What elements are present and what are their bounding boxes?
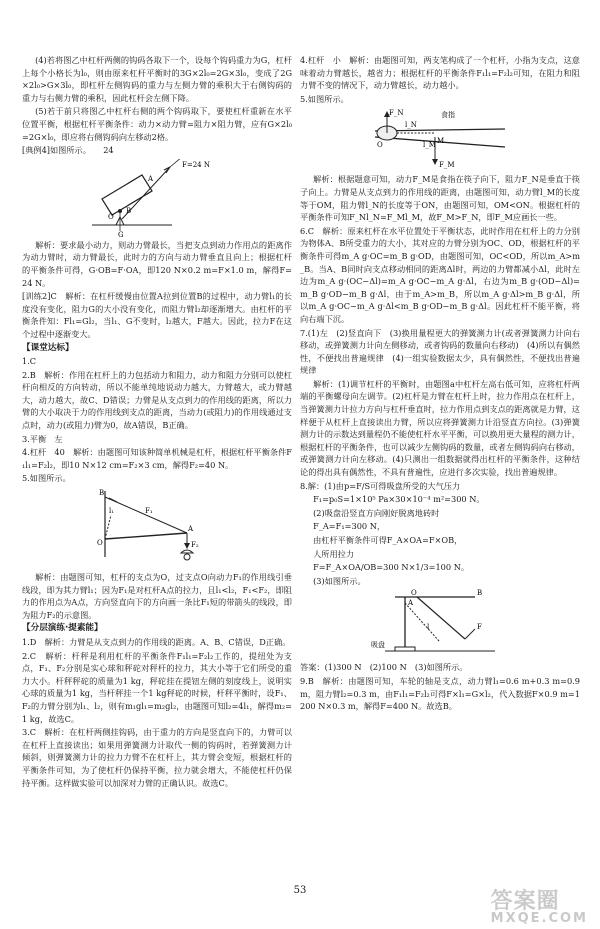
answer-item: 7.(1)左 (2)竖直向下 (3)换用量程更大的弹簧测力计(或者弹簧测力计向右移动，或弹簧测力计向左侧移动，或者钩码的数量向右移动) (4)所以有偶然性，不便找出普遍规律 (4)一组实验数据太少，具有偶然性，不便找出普遍规律 xyxy=(300,327,580,376)
svg-text:F_M: F_M xyxy=(439,161,455,170)
svg-text:A: A xyxy=(408,599,414,608)
answer-item: 5.如图所示。 xyxy=(22,473,71,484)
svg-text:l_M: l_M xyxy=(423,141,436,150)
formula-line: (2)吸盘沿竖直方向刚好脱离地砖时 xyxy=(313,507,440,518)
svg-text:A: A xyxy=(188,525,194,534)
answer-paragraph: (5)若于前只将图乙中杠杆右侧的两个钩码取下，要使杠杆重新在水平位置平衡，根据杠杆平衡条件：动力×动力臂=阻力×阻力臂，应有G×2l₀=2G×l₀，即应将右侧钩码向左移动2格。 xyxy=(22,106,292,142)
svg-text:F₂: F₂ xyxy=(191,541,199,550)
formula-line: 由杠杆平衡条件可得F_A×OA=F×OB， xyxy=(313,535,463,545)
svg-text:l: l xyxy=(427,623,430,632)
answer-line: 答案：(1)300 N (2)100 N (3)如图所示。 xyxy=(300,662,468,673)
svg-text:l_N: l_N xyxy=(405,121,417,130)
answer-item: 6.C 解析：原来杠杆在水平位置处于平衡状态，此时作用在杠杆上的力分别为物体A、B所受重力的大小，其对应的力臂分别为OC、OD，根据杠杆的平衡条件可得m_A g·OC=m_B g·OD，由题图可知，OC<OD，所以m_A>m_B。当A、B同时向支点移动相同的距离Δl时，两边的力臂都减小Δl，此时左边为m_A g·(OC−Δl)=m_A g·OC−m_A g·Δl，右边为m_B g·(OD−Δl)=m_B g·OD−m_B g·Δl，由于m_A>m_B，所以m_A g·Δl>m_B g·Δl，所以m_A g·OC−m_A g·Δl<m_B g·OD−m_B g·Δl。因此杠杆不能平衡，将向右端下沉。 xyxy=(300,225,580,324)
lamp-lever-figure xyxy=(87,487,227,569)
formula-line: F_A=F₁=300 N， xyxy=(313,521,386,532)
answer-paragraph: 解析：根据题意可知，动力F_M是食指在筷子向下，阻力F_N是垂直于筷子向上。力臂是从支点到力的作用线的距离，由题图可知，动力臂l_M的长度等于OM，阻力臂l_N的长度等于ON，由题图可知，OM<ON。根据杠杆的平衡条件可知F_Nl_N=F_Ml_M，故F_M>F_N，即F_M应画长一些。 xyxy=(300,174,580,223)
answer-paragraph: 解析：要求最小动力，则动力臂最长，当把支点到动力作用点的距离作为动力臂时，动力臂最长，此时力的方向与动力臂垂直且向上；根据杠杆的平衡条件可得，G·OB=F·OA，即120 N×0.2 m=F×1.0 m，解得F=24 N。 xyxy=(22,239,292,288)
left-column xyxy=(22,54,292,790)
answer-item: 2.C 解析：杆秤是利用杠杆的平衡条件F₁l₁=F₂l₂工作的，提纽处为支点，F₁、F₂分别是实心球和秤砣对秤杆的拉力，其大小等于它们所受的重力大小。杆秤秤砣的质量为1 kg，秤砣挂在提钮左侧的刻度线上，说明实心球的质量为1 kg，当杆秤挂一个1 kg秤砣的时候，杆秤平衡时，设F₁、F₂的力臂分别为l₁、l₂，则有m₁gl₁=m₂gl₂，由题图可知l₂=4l₁，解得m₂=1 kg，故选C。 xyxy=(22,650,292,724)
answer-paragraph: (4)若将图乙中杠杆两侧的钩码各取下一个，设每个钩码重力为G，杠杆上每个小格长为l₀，则由原来杠杆平衡时的3G×2l₀=2G×3l₀，变成了2G×2l₀>G×3l₀，即杠杆左侧钩码的重力与左侧力臂的乘积大于右侧钩码的重力与右侧力臂的乘积，因此杠杆会左侧下降。 xyxy=(22,55,292,103)
svg-text:食指: 食指 xyxy=(441,111,455,120)
svg-text:M: M xyxy=(437,137,445,146)
answer-item: 4.杠杆 小 解析：由题图可知，两支笔构成了一个杠杆，小指为支点，这意味着动力臂越长，越省力；根据杠杆的平衡条件F₁l₁=F₂l₂可知，在阻力和阻力臂不变的情况下，动力臂越长，动力越小。 xyxy=(300,55,580,91)
formula-line: (3)如图所示。 xyxy=(313,575,366,586)
svg-text:O: O xyxy=(108,212,114,221)
answer-item: 8.解：(1)由p=F/S可得吸盘所受的大气压力 xyxy=(300,480,461,491)
answer-item: 3.平衡 左 xyxy=(22,433,63,444)
answer-item: 1.C xyxy=(22,356,37,367)
answer-item: 2.B 解析：作用在杠杆上的力包括动力和阻力，动力和阻力分别可以使杠杆向相反的方向转动，所以不能单纯地说动力越大，力臂越大，或力臂越大，动力越大，故C、D错误；力臂是从支点到力的作用线的距离，所以力臂的大小取决于力的作用线到支点的距离，当动力(或阻力)的作用线通过支点时，动力(或阻力)臂为0，故A错误，B正确。 xyxy=(22,369,292,431)
force-label: F=24 N xyxy=(182,160,210,169)
section-heading: 【分层演练·提素能】 xyxy=(22,623,103,634)
svg-text:l₁: l₁ xyxy=(109,507,115,516)
formula-line: F₁=p₀S=1×10⁵ Pa×30×10⁻⁴ m²=300 N。 xyxy=(313,494,485,505)
svg-text:F_N: F_N xyxy=(389,109,404,118)
suction-cup-figure xyxy=(365,589,515,659)
svg-text:B: B xyxy=(126,206,132,215)
formula-line: F=F_A×OA/OB=300 N×1/3=100 N。 xyxy=(313,562,470,573)
example-4-label: [典例4]如图所示。 24 xyxy=(22,145,114,156)
answer-item: 3.C 解析：在杠杆两侧挂钩码，由于重力的方向是竖直向下的，力臂可以在杠杆上直接读出；如果用弹簧测力计取代一侧的钩码时，若弹簧测力计倾斜，则弹簧测力计的拉力力臂不在杠杆上，其力臂会变短，根据杠杆的平衡条件可知，为了使杠杆仍保持平衡，拉力就会增大，不能使杠杆仍保持平衡。这样做实验可以加深对力臂的正确认识。故选C。 xyxy=(22,727,292,788)
svg-text:G: G xyxy=(118,230,124,237)
svg-text:O: O xyxy=(411,589,417,598)
answer-item: 9.B 解析：由题图可知，车轮的轴是支点，动力臂l₁=0.6 m+0.3 m=0.9 m，阻力臂l₂=0.3 m，由F₁l₁=F₂l₂可得F×l₁=G×l₂，代入数据F×0.9 m=1 200 N×0.3 m，解得F=400 N。故选B。 xyxy=(300,675,580,712)
section-heading: 【课堂达标】 xyxy=(22,342,74,353)
lever-block-figure xyxy=(82,159,232,237)
svg-text:O: O xyxy=(97,539,103,548)
svg-text:F: F xyxy=(477,623,482,632)
page-number: 53 xyxy=(293,885,307,896)
answer-item: 1.D 解析：力臂是从支点到力的作用线的距离。A、B、C错误，D正确。 xyxy=(22,637,291,647)
formula-line: 人所用拉力 xyxy=(313,548,355,559)
svg-text:O: O xyxy=(377,141,383,150)
right-column xyxy=(300,54,580,714)
svg-text:吸盘: 吸盘 xyxy=(371,641,385,650)
svg-text:B: B xyxy=(477,589,483,598)
watermark: 答案圈 MXQE.COM xyxy=(490,889,588,926)
answer-item: 5.如图所示。 xyxy=(300,93,349,104)
answer-paragraph: [训练2]C 解析：在杠杆缓慢由位置A拉到位置B的过程中，动力臂l₁的长度没有变化，阻力G的大小没有变化，而阻力臂l₂却逐渐增大。由杠杆的平衡条件知：Fl₁=Gl₂，当l₁、G不变时，l₂越大，F越大。因此，拉力F在这个过程中逐渐变大。 xyxy=(22,291,292,339)
answer-paragraph: 解析：由题图可知，杠杆的支点为O，过支点O向动力F₁的作用线引垂线段，即为其力臂l₁；因为F₁是对杠杆A点的拉力，且l₁<l₂，F₁<F₂，即阻力的作用点为A点，方向竖直向下的方向画一条比F₁短的带箭头的线段，即为阻力F₂的示意图。 xyxy=(22,572,292,620)
svg-text:A: A xyxy=(148,174,154,183)
svg-text:B: B xyxy=(99,489,105,498)
chopsticks-figure xyxy=(365,107,515,171)
svg-text:F₁: F₁ xyxy=(145,507,153,516)
answer-paragraph: 解析：(1)调节杠杆的平衡时，由题图a中杠杆左高右低可知，应将杠杆两端的平衡螺母向左调节。(2)杠杆是力臂在杠杆上时，拉力作用点在杠杆上，当弹簧测力计拉力方向与杠杆垂直时，拉力作用点到支点的距离就是力臂，这样便于从杠杆上直接读出力臂，所以应将弹簧测力计沿竖直方向拉。(3)弹簧测力计的示数达到量程仍不能使杠杆水平平衡，可以换用更大量程的测力计，根据杠杆的平衡条件，也可以减少左侧钩码的数量，或者左侧钩码向右移动，或弹簧测力计向左移动。(4)只测出一组数据就得出杠杆的平衡条件，这种结论的得出具有偶然性，不具有普遍性，应进行多次实验，找出普遍规律。 xyxy=(300,378,580,478)
answer-item: 4.杠杆 40 解析：由题图可知该种简单机械是杠杆，根据杠杆平衡条件F₁l₁=F₂l₂，即10 N×12 cm=F₂×3 cm，解得F₂=40 N。 xyxy=(22,447,292,470)
